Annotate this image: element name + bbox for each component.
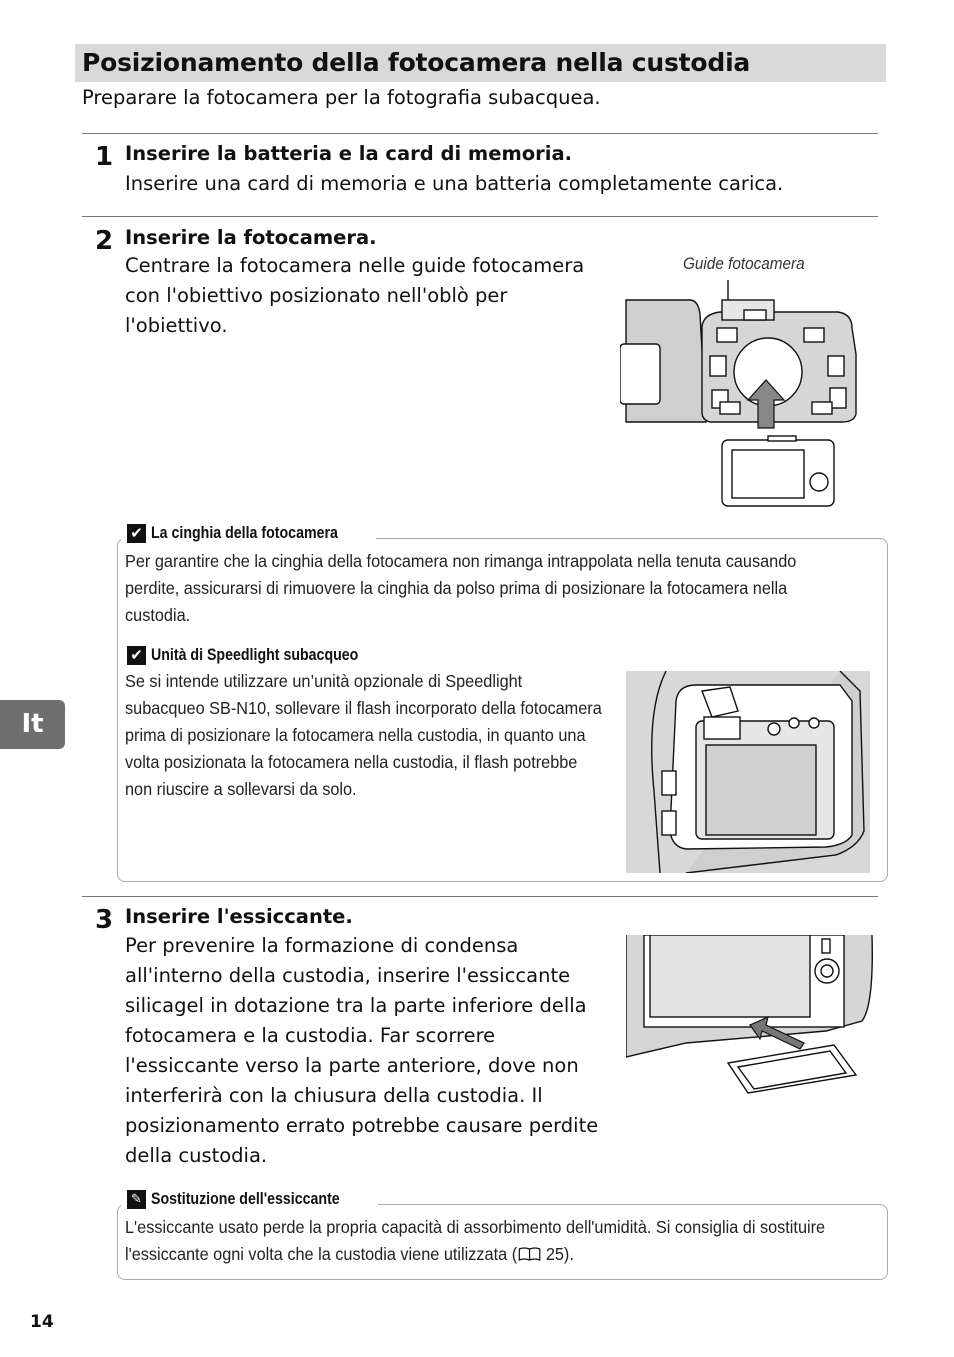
book-icon	[517, 1246, 541, 1262]
intro-text: Preparare la fotocamera per la fotografia subacquea.	[82, 86, 601, 109]
divider	[82, 133, 878, 134]
flash-raised-illustration	[626, 671, 870, 873]
language-tab: It	[0, 700, 65, 749]
divider	[82, 216, 878, 217]
divider	[82, 896, 878, 897]
camera-housing-illustration	[620, 274, 870, 510]
pencil-icon: ✎	[127, 1190, 146, 1209]
step-3-heading: Inserire l'essiccante.	[125, 905, 353, 928]
step-2-body: Centrare la fotocamera nelle guide fotocamera con l'obiettivo posizionato nell'oblò per l'obiettivo.	[125, 254, 585, 337]
note-text-desiccant: L'essiccante usato perde la propria capacità di assorbimento dell'umidità. Si consiglia di sostituire l'essiccante ogni volta che la custodia viene utilizzata ( 25).	[125, 1217, 826, 1264]
page-title: Posizionamento della fotocamera nella custodia	[82, 48, 751, 77]
note-text-speedlight: Se si intende utilizzare un’unità opzionale di Speedlight subacqueo SB-N10, sollevare il flash incorporato della fotocamera prima di posizionare la fotocamera nella custodia, in quanto una volta posizionata la fotocamera nella custodia, il flash potrebbe non riuscire a sollevarsi da solo.	[125, 671, 602, 799]
step-1-number: 1	[95, 142, 114, 172]
step-3-body: Per prevenire la formazione di condensa all'interno della custodia, inserire l'essiccante silicagel in dotazione tra la parte inferiore della fotocamera e la custodia. Far scorrere l'essiccante verso la parte anteriore, dove non interferirà con la chiusura della custodia. Il posizionamento errato potrebbe causare perdite della custodia.	[125, 934, 599, 1167]
step-3-number: 3	[95, 905, 114, 935]
note-heading-desiccant: ✎ Sostituzione dell'essiccante	[121, 1190, 378, 1209]
step-2-heading: Inserire la fotocamera.	[125, 226, 377, 249]
step-1-heading: Inserire la batteria e la card di memoria.	[125, 142, 573, 165]
step-1-body: Inserire una card di memoria e una batteria completamente carica.	[125, 172, 784, 195]
step-2-number: 2	[95, 226, 114, 256]
check-icon: ✔	[127, 646, 146, 665]
figure-caption: Guide fotocamera	[683, 254, 805, 273]
check-icon: ✔	[127, 524, 146, 543]
note-heading-speedlight: ✔ Unità di Speedlight subacqueo	[127, 646, 392, 665]
page-number: 14	[30, 1312, 54, 1332]
note-heading-strap: ✔ La cinghia della fotocamera	[121, 524, 376, 543]
note-text-strap: Per garantire che la cinghia della fotocamera non rimanga intrappolata nella tenuta causando perdite, assicurarsi di rimuovere la cinghia da polso prima di posizionare la fotocamera nella custodia.	[125, 551, 797, 625]
desiccant-illustration	[626, 935, 876, 1095]
